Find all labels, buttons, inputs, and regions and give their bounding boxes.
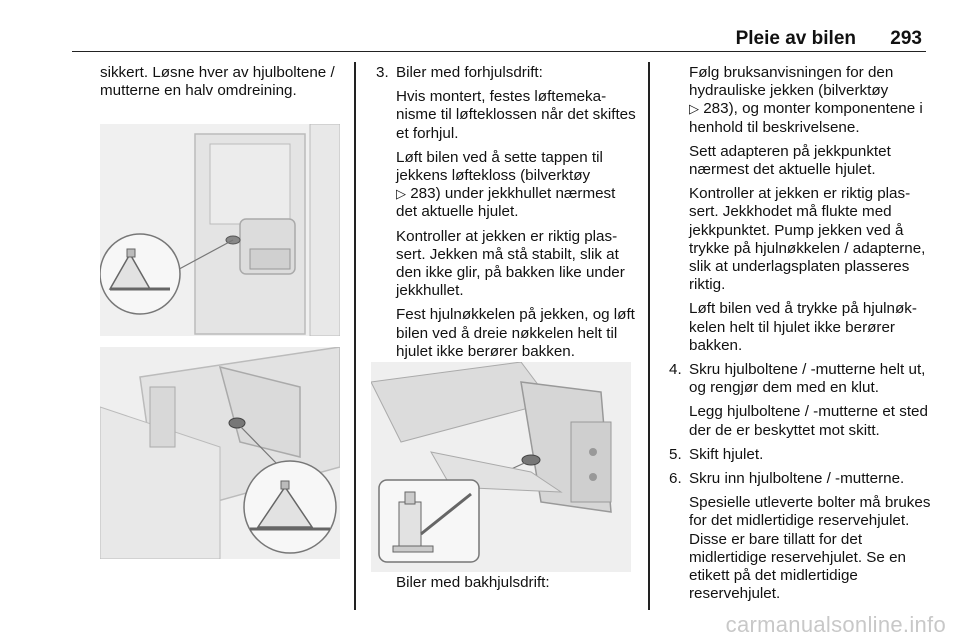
list-number: 5. — [669, 445, 682, 463]
paragraph: Kontroller at jekken er riktig plassert. Jekkhodet må flukte med jekkpunktet. Pump jekken ved å trykke på hjulnøkkelen / adapterne, slik at underlagsplaten plasseres riktig. — [689, 185, 926, 294]
list-item-text: Skru hjulboltene / -mutterne helt ut, og rengjør dem med en klut. — [689, 361, 926, 397]
column-1 — [100, 64, 342, 106]
list-item-6 — [669, 470, 931, 488]
column-3 — [669, 64, 931, 609]
list-item-5 — [669, 446, 931, 464]
page-reference: 283 — [410, 185, 436, 203]
col1-text: sikkert. Løsne hver av hjulboltene / mutterne en halv omdreining. — [100, 64, 335, 100]
list-number: 4. — [669, 361, 682, 379]
paragraph: Hvis montert, festes løftemekanisme til løfteklossen når det skiftes et forhjul. — [396, 88, 636, 142]
list-item-4 — [669, 361, 931, 397]
arrow-reference-icon: ▷ — [689, 101, 699, 117]
paragraph: Sett adapteren på jekkpunktet nærmest det aktuelle hjulet. — [689, 142, 891, 179]
figure-caption: Biler med bakhjulsdrift: — [396, 574, 550, 591]
column-divider-right — [648, 62, 650, 610]
figure-jack-front-illustration — [100, 124, 340, 336]
paragraph: Spesielle utleverte bolter må brukes for det midlertidige reservehjulet. Disse er bare tillatt for det midlertidige reservehjulet. Se en etikett på det midlertidige reservehjulet. — [689, 494, 931, 603]
page-header — [72, 22, 926, 52]
arrow-reference-icon: ▷ — [396, 186, 406, 202]
list-item-text: Skift hjulet. — [689, 445, 764, 463]
list-number: 3. — [376, 64, 389, 81]
list-number: 6. — [669, 470, 682, 488]
column-2 — [376, 64, 636, 367]
figure-jack-underbody-illustration — [100, 347, 340, 559]
list-item-title: Biler med forhjulsdrift: — [396, 64, 543, 81]
paragraph: Løft bilen ved å trykke på hjulnøkkelen helt til hjulet ikke berører bakken. — [689, 300, 917, 354]
column-divider-left — [354, 62, 356, 610]
page-reference: 283 — [703, 100, 729, 118]
paragraph-with-reference: Løft bilen ved å sette tappen til jekkens løftekloss (bilverktøy ▷ 283) under jekkhullet nærmest det aktuelle hjulet. — [396, 148, 616, 221]
section-title: Pleie av bilen — [735, 28, 856, 49]
paragraph: Fest hjulnøkkelen på jekken, og løft bilen ved å dreie nøkkelen helt til hjulet ikke berører bakken. — [396, 306, 635, 360]
list-item-text: Skru inn hjulboltene / -mutterne. — [689, 470, 905, 488]
list-item-3 — [376, 64, 636, 82]
watermark: carmanualsonline.info — [725, 612, 946, 637]
page-number: 293 — [890, 28, 922, 49]
paragraph: Legg hjulboltene / -mutterne et sted der de er beskyttet mot skitt. — [689, 403, 928, 439]
paragraph-with-reference: Følg bruksanvisningen for den hydrauliske jekken (bilverktøy ▷ 283), og monter komponentene i henhold til beskrivelsene. — [689, 64, 923, 136]
figure-hydraulic-jack-illustration — [371, 362, 631, 572]
paragraph: Kontroller at jekken er riktig plassert. Jekken må stå stabilt, slik at den ikke glir, på bakken like under jekkhullet. — [396, 227, 625, 300]
